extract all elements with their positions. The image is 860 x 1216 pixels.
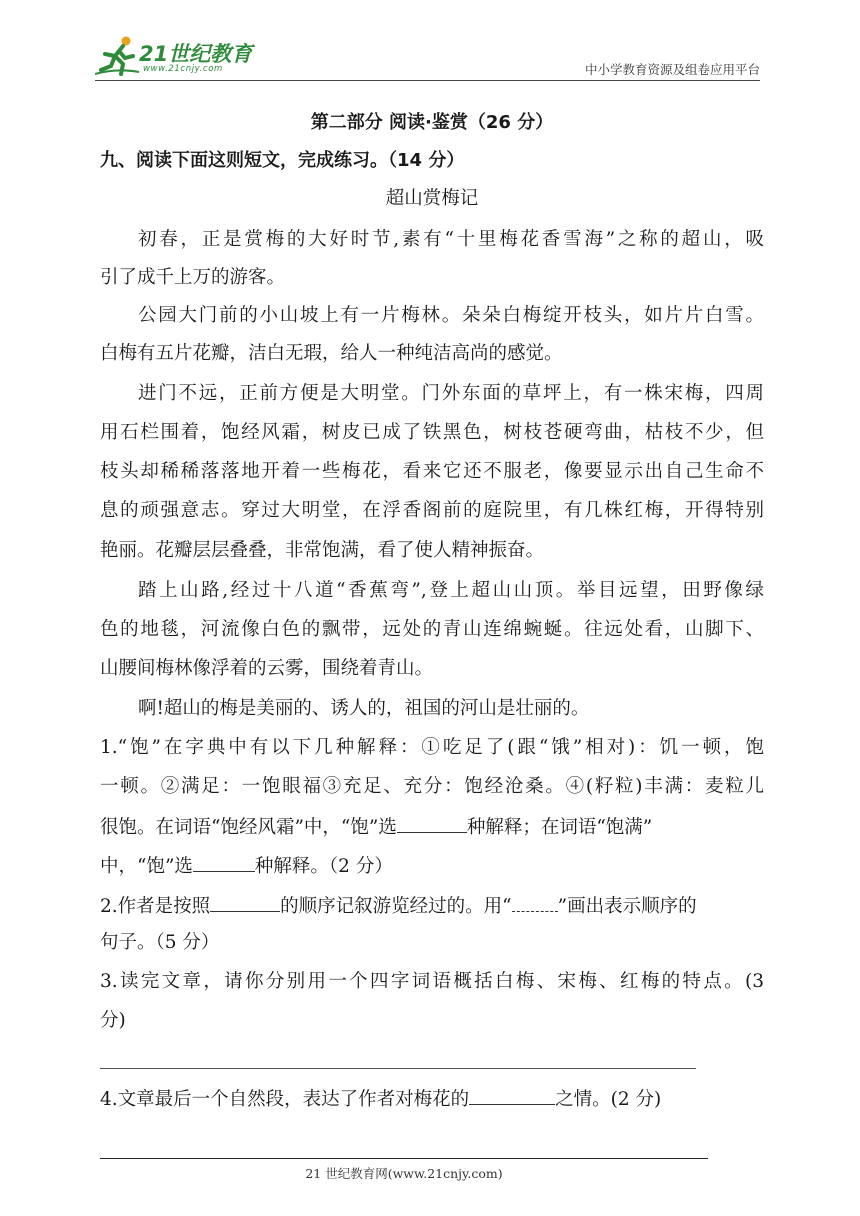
answer-blank[interactable] xyxy=(469,1086,555,1105)
answer-blank[interactable] xyxy=(397,814,467,833)
passage-line: 初春，正是赏梅的大好时节,素有“十里梅花香雪海”之称的超山，吸 xyxy=(138,229,764,250)
passage-line: 啊!超山的梅是美丽的、诱人的，祖国的河山是壮丽的。 xyxy=(138,698,590,719)
q2-text: 的顺序记叙游览经过的。用“ xyxy=(280,896,512,917)
passage-line: 用石栏围着，饱经风霜，树皮已成了铁黑色，树枝苍硬弯曲，枯枝不少，但 xyxy=(100,422,764,443)
runner-logo-icon xyxy=(95,34,141,78)
q4-text: 之情。(2 分) xyxy=(555,1089,662,1110)
logo-url-text: www.21cnjy.com xyxy=(143,64,223,74)
passage-line: 引了成千上万的游客。 xyxy=(100,267,286,288)
passage-line: 枝头却稀稀落落地开着一些梅花，看来它还不服老，像要显示出自己生命不 xyxy=(100,461,764,482)
question-2-line xyxy=(100,893,764,919)
question-3-line: 3.读完文章，请你分别用一个四字词语概括白梅、宋梅、红梅的特点。(3 xyxy=(100,971,764,992)
page-footer: 21 世纪教育网(www.21cnjy.com) xyxy=(305,1166,503,1181)
question-4-line xyxy=(100,1086,764,1112)
wavy-line-sample xyxy=(512,893,558,912)
passage-line: 山腰间梅林像浮着的云雾，围绕着青山。 xyxy=(100,658,434,679)
q1-text: 中，“饱”选 xyxy=(100,856,193,877)
question-1-line: 1.“饱”在字典中有以下几种解释：①吃足了(跟“饿”相对)：饥一顿，饱 xyxy=(100,737,764,758)
q4-text: 4.文章最后一个自然段，表达了作者对梅花的 xyxy=(100,1089,470,1110)
q2-text: 2.作者是按照 xyxy=(100,896,211,917)
q1-text: 种解释。（2 分） xyxy=(254,856,393,877)
question-3-line: 分) xyxy=(100,1010,126,1031)
question-1-line: 一顿。②满足：一饱眼福③充足、充分：饱经沧桑。④(籽粒)丰满：麦粒儿 xyxy=(100,776,764,797)
header-divider xyxy=(95,80,760,81)
q2-text: ”画出表示顺序的 xyxy=(557,896,697,917)
logo-text: 21世纪教育 xyxy=(139,42,253,66)
q1-text: 种解释；在词语“饱满” xyxy=(466,817,653,838)
section-title: 第二部分 阅读·鉴赏（26 分） xyxy=(310,112,554,133)
site-logo xyxy=(95,34,270,78)
answer-line[interactable] xyxy=(100,1068,696,1069)
platform-tagline: 中小学教育资源及组卷应用平台 xyxy=(584,62,760,77)
answer-blank[interactable] xyxy=(193,853,255,872)
answer-blank[interactable] xyxy=(210,893,280,912)
question-1-line xyxy=(100,814,764,840)
page-header xyxy=(95,34,760,80)
q1-text: 很饱。在词语“饱经风霜”中，“饱”选 xyxy=(100,817,397,838)
question-1-line xyxy=(100,853,764,879)
passage-title: 超山赏梅记 xyxy=(385,188,479,209)
question-2-line: 句子。（5 分） xyxy=(100,932,220,953)
passage-line: 息的顽强意志。穿过大明堂，在浮香阁前的庭院里，有几株红梅，开得特别 xyxy=(100,500,764,521)
question-heading: 九、阅读下面这则短文，完成练习。（14 分） xyxy=(100,150,465,171)
passage-line: 公园大门前的小山坡上有一片梅林。朵朵白梅绽开枝头，如片片白雪。 xyxy=(138,305,764,326)
passage-line: 色的地毯，河流像白色的飘带，远处的青山连绵蜿蜒。往远处看，山脚下、 xyxy=(100,619,764,640)
passage-line: 艳丽。花瓣层层叠叠，非常饱满，看了使人精神振奋。 xyxy=(100,540,545,561)
footer-divider xyxy=(100,1158,708,1159)
passage-line: 进门不远，正前方便是大明堂。门外东面的草坪上，有一株宋梅，四周 xyxy=(138,383,764,404)
passage-line: 踏上山路,经过十八道“香蕉弯”,登上超山山顶。举目远望，田野像绿 xyxy=(138,580,764,601)
passage-line: 白梅有五片花瓣，洁白无瑕，给人一种纯洁高尚的感觉。 xyxy=(100,343,563,364)
